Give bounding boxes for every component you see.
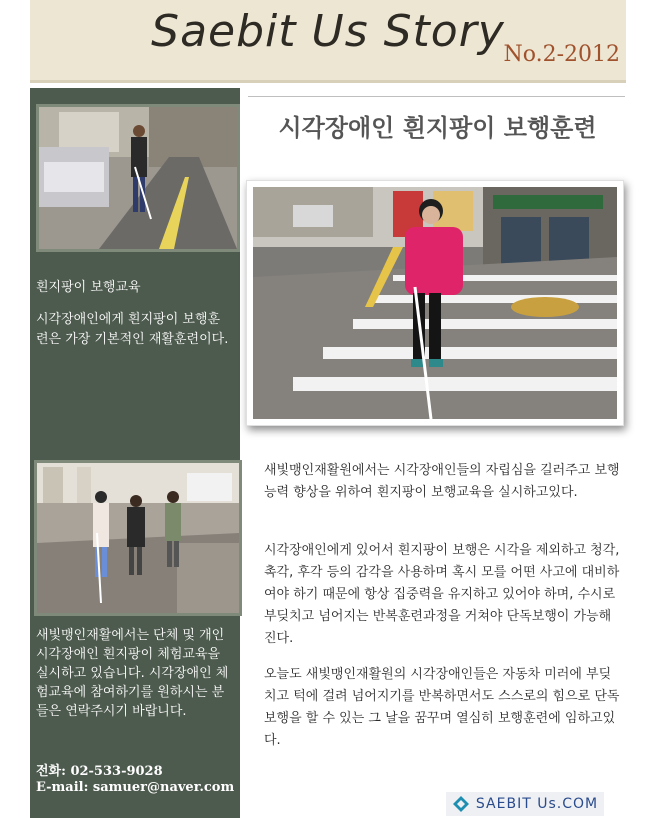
issue-number: No.2-2012 bbox=[503, 42, 620, 67]
sidebar-program-notice: 새빛맹인재활에서는 단체 및 개인시각장애인 흰지팡이 체험교육을 실시하고 있습니다. 시각장애인 체험교육에 참여하기를 원하시는 분들은 연락주시기 바랍니다. bbox=[36, 628, 229, 719]
article-paragraph-3: 오늘도 새빛맹인재활원의 시각장애인들은 자동차 미러에 부딪치고 턱에 걸려 넘어지기를 반복하면서도 스스로의 힘으로 단독보행을 할 수 있는 그 날을 꿈꾸며 열심히 보행훈련에 임하고있다. bbox=[264, 667, 620, 748]
masthead-banner bbox=[30, 0, 626, 83]
diamond-logo-icon bbox=[452, 795, 470, 813]
sidebar-caption-title: 흰지팡이 보행교육 bbox=[36, 280, 141, 295]
contact-phone: 전화: 02-533-9028 bbox=[36, 764, 163, 779]
article-paragraph-2: 시각장애인에게 있어서 흰지팡이 보행은 시각을 제외하고 청각, 촉각, 후각 등의 감각을 사용하며 혹시 모를 어떤 사고에 대비하여야 하기 때문에 항상 집중력을 유지하고 있어야 하며, 수시로 부딪치고 넘어지는 반복훈련과정을 거쳐야 단독보행이 가능해진다. bbox=[264, 543, 620, 646]
sidebar-photo-group-training bbox=[34, 460, 242, 616]
contact-email[interactable]: E-mail: samuer@naver.com bbox=[36, 780, 235, 795]
footer-logo-text: SAEBIT Us.COM bbox=[475, 796, 599, 812]
article-paragraph-1: 새빛맹인재활원에서는 시각장애인들의 자립심을 길러주고 보행능력 향상을 위하여 흰지팡이 보행교육을 실시하고있다. bbox=[264, 463, 620, 500]
sidebar-caption-body: 시각장애인에게 흰지팡이 보행훈련은 가장 기본적인 재활훈련이다. bbox=[36, 312, 229, 347]
headline-divider bbox=[248, 96, 625, 97]
footer-logo[interactable] bbox=[446, 792, 604, 816]
main-photo-crosswalk bbox=[246, 180, 624, 426]
masthead-title: Saebit Us Story bbox=[151, 6, 505, 57]
sidebar-photo-cane-walker bbox=[36, 104, 240, 252]
article-headline: 시각장애인 흰지팡이 보행훈련 bbox=[278, 114, 597, 142]
